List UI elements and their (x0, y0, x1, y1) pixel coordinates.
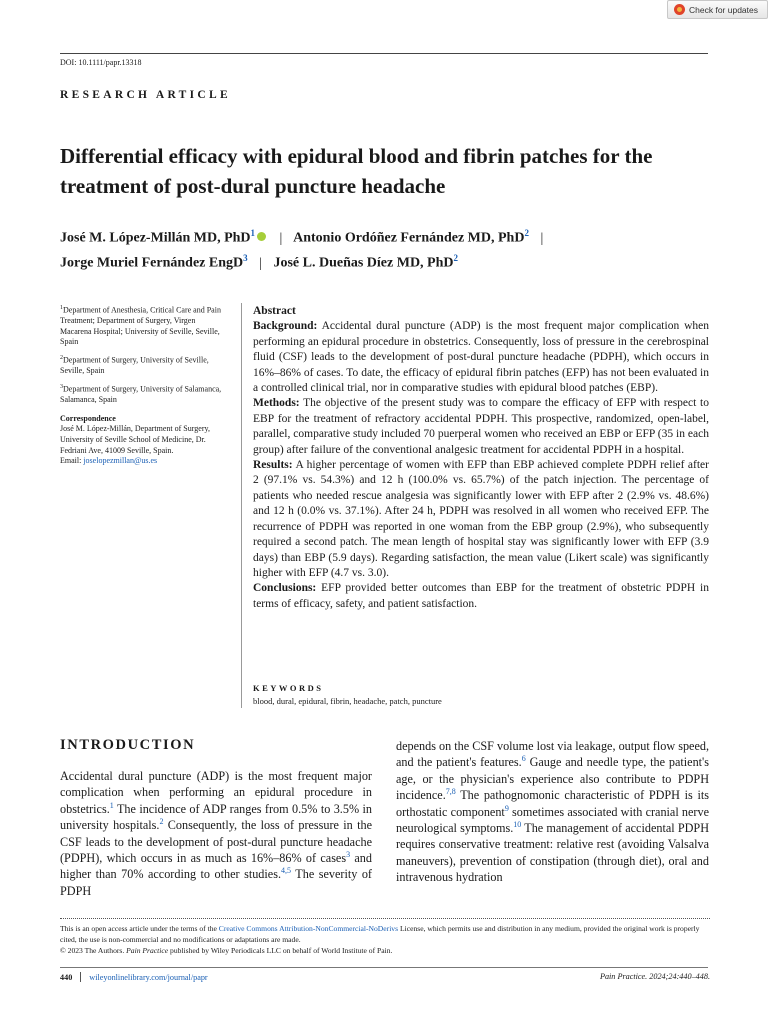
affiliation-text: Department of Surgery, University of Salamanca, Salamanca, Spain (60, 384, 222, 405)
citation-ref[interactable]: 3 (346, 849, 351, 859)
author-name: Antonio Ordóñez Fernández MD, PhD (293, 230, 525, 246)
footer-separator (80, 972, 81, 982)
body-text: Accidental dural puncture (ADP) is the most frequent major complication when performing an epidural procedure in obstetrics. (60, 769, 372, 816)
abstract-rule (241, 303, 242, 708)
email-label: Email: (60, 456, 84, 466)
check-for-updates-label: Check for updates (689, 4, 758, 15)
citation-ref[interactable]: 9 (504, 803, 509, 813)
top-rule (60, 53, 708, 54)
footer-rule (60, 967, 708, 968)
body-text: The management of accidental PDPH requires conservative treatment: relative rest (avoiding Valsalva maneuvers), prevention of constipation (through diet), oral and intravenous hydration (396, 821, 709, 885)
citation-ref[interactable]: 4,5 (281, 866, 291, 876)
affiliations-column (60, 303, 225, 472)
abstract (253, 304, 709, 612)
affiliation-number: 1 (60, 305, 63, 311)
citation-ref[interactable]: 7,8 (445, 787, 456, 797)
correspondence-heading: Correspondence (60, 413, 116, 423)
license-text: This is an open access article under the terms of the (60, 924, 219, 933)
body-text: depends on the CSF volume lost via leakage, output flow speed, and the patient's features. (396, 739, 709, 770)
affiliation (60, 353, 225, 377)
affiliation-text: Department of Anesthesia, Critical Care and Pain Treatment; Department of Surgery, Virgen Macarena Hospital; University of Seville, Seville, Spain (60, 305, 221, 347)
author-affiliation-ref[interactable]: 2 (524, 228, 529, 238)
doi: DOI: 10.1111/papr.13318 (60, 58, 142, 67)
results-text: A higher percentage of women with EFP than EBP achieved complete PDPH relief after 2 (97.1% vs. 54.3%) and 12 h (100.0% vs. 65.7%) of the patch injection. The percentage of patients who needed rescue analgesia was significantly lower with EFP after 2 (2.9% vs. 48.6%) and 12 h (0.0% vs. 37.1%). After 24 h, PDPH was resolved in all women who received EFP. The recurrence of PDPH was reported in one woman from the EBP group (2.9%), who subsequently required a second patch. The mean length of hospital stay was significantly lower with EFP (3.9 days) than EBP (5.9 days). Regarding satisfaction, the mean value (Likert scale) was significantly higher with EFP (4.7 vs. 3.0). (253, 459, 709, 579)
copyright-text: published by Wiley Periodicals LLC on behalf of World Institute of Pain. (168, 946, 393, 955)
affiliation-number: 3 (60, 383, 63, 390)
authors-line-1 (60, 228, 720, 247)
author-separator: | (259, 255, 262, 271)
license-text: License, which permits use and distribution in any medium, provided the original work is properly cited, the use is non-commercial and no modifications or adaptations are made. (60, 924, 700, 944)
body-text: Consequently, the loss of pressure in the CSF leads to the development of post-dural puncture headache (PDPH), which occurs in as much as 16%–86% of cases (60, 818, 372, 866)
body-text: Gauge and needle type, the patient's age, or the physician's experience also contribute to PDPH incidence. (396, 755, 709, 803)
body-text: and higher than 70% according to other studies. (60, 851, 372, 882)
methods-text: The objective of the present study was to compare the efficacy of EFP with respect to EBP for the treatment of refractory accidental PDPH. This prospective, randomized, open-label, parallel, comparative study included 70 puerperal women who received an EBP or EFP (35 in each group) after failure of the conventional analgesic treatment for accidental PDPH in a hospital. (253, 397, 709, 456)
author-name: José M. López-Millán MD, PhD (60, 230, 251, 246)
journal-name: Pain Practice (126, 946, 169, 955)
license-divider (60, 918, 710, 919)
journal-url-link[interactable]: wileyonlinelibrary.com/journal/papr (89, 972, 208, 982)
footer-left (60, 972, 208, 982)
citation-ref[interactable]: 1 (109, 800, 114, 810)
body-text: sometimes associated with cranial nerve neurological symptoms. (396, 804, 709, 836)
citation-ref[interactable]: 6 (521, 754, 526, 764)
affiliation (60, 382, 225, 406)
affiliation (60, 303, 225, 348)
methods-label: Methods: (253, 397, 300, 410)
license-link[interactable]: Creative Commons Attribution-NonCommercial-NoDerivs (218, 924, 399, 933)
conclusions-label: Conclusions: (253, 582, 317, 595)
author-separator: | (540, 230, 544, 246)
citation-ref[interactable]: 10 (513, 819, 522, 829)
crossmark-icon (674, 4, 685, 15)
author-name: Jorge Muriel Fernández EngD (60, 255, 244, 271)
affiliation-number: 2 (60, 355, 63, 362)
author-name: José L. Dueñas Díez MD, PhD (273, 255, 454, 271)
authors-line-2 (60, 253, 720, 272)
citation-ref[interactable]: 2 (159, 817, 164, 827)
affiliation-text: Department of Surgery, University of Seville, Seville, Spain (60, 355, 209, 376)
correspondence-text (60, 424, 225, 466)
results-label: Results: (253, 459, 293, 472)
orcid-icon[interactable] (257, 232, 266, 241)
introduction-column-2 (396, 738, 709, 886)
author-affiliation-ref[interactable]: 2 (453, 253, 458, 263)
page-number: 440 (60, 972, 73, 982)
check-for-updates-button[interactable] (667, 0, 768, 19)
author-affiliation-ref[interactable]: 1 (250, 228, 256, 238)
abstract-methods (253, 396, 709, 458)
license-note (60, 923, 710, 956)
correspondence-address: José M. López-Millán, Department of Surgery, University of Seville School of Medicine, Dr. Fedriani Ave, 41009 Seville, Spain. (60, 424, 210, 455)
background-text: Accidental dural puncture (ADP) is the most frequent major complication when performing an epidural procedure in obstetrics. Consequently, loss of pressure in the cerebrospinal fluid (CSF) leads to the development of post-dural puncture headache (PDPH), which occurs in 16%–86% of cases. To date, the efficacy of epidural fibrin patches (EFP) has not been evaluated in a controlled clinical trial, nor in comparative studies with epidural blood patches (EBP). (253, 320, 709, 395)
citation (600, 972, 710, 981)
keywords-block (253, 683, 709, 706)
body-text: The incidence of ADP ranges from 0.5% to 3.5% in university hospitals. (60, 801, 372, 833)
background-label: Background: (253, 320, 318, 333)
abstract-conclusions (253, 581, 709, 612)
introduction-heading: INTRODUCTION (60, 737, 196, 753)
abstract-results (253, 458, 709, 581)
citation-text: Pain Practice. 2024;24:440–448. (599, 972, 710, 981)
copyright-text: © 2023 The Authors. (60, 946, 127, 955)
body-text: The pathognomonic characteristic of PDPH is its orthostatic component (396, 788, 709, 819)
author-separator: | (279, 230, 283, 246)
body-text: The severity of PDPH (60, 867, 372, 898)
abstract-heading: Abstract (253, 305, 296, 317)
article-type: RESEARCH ARTICLE (60, 89, 231, 101)
email-link[interactable]: joselopezmillan@us.es (83, 456, 158, 466)
author-affiliation-ref[interactable]: 3 (243, 253, 248, 263)
conclusions-text: EFP provided better outcomes than EBP for the treatment of obstetric PDPH in terms of efficacy, safety, and patient satisfaction. (253, 582, 709, 610)
introduction-column-1 (60, 768, 372, 899)
keywords-heading: KEYWORDS (253, 683, 324, 693)
article-title: Differential efficacy with epidural blood and fibrin patches for the treatment of post-dural puncture headache (60, 144, 653, 198)
abstract-background (253, 319, 709, 396)
keywords-text: blood, dural, epidural, fibrin, headache, patch, puncture (253, 696, 442, 706)
